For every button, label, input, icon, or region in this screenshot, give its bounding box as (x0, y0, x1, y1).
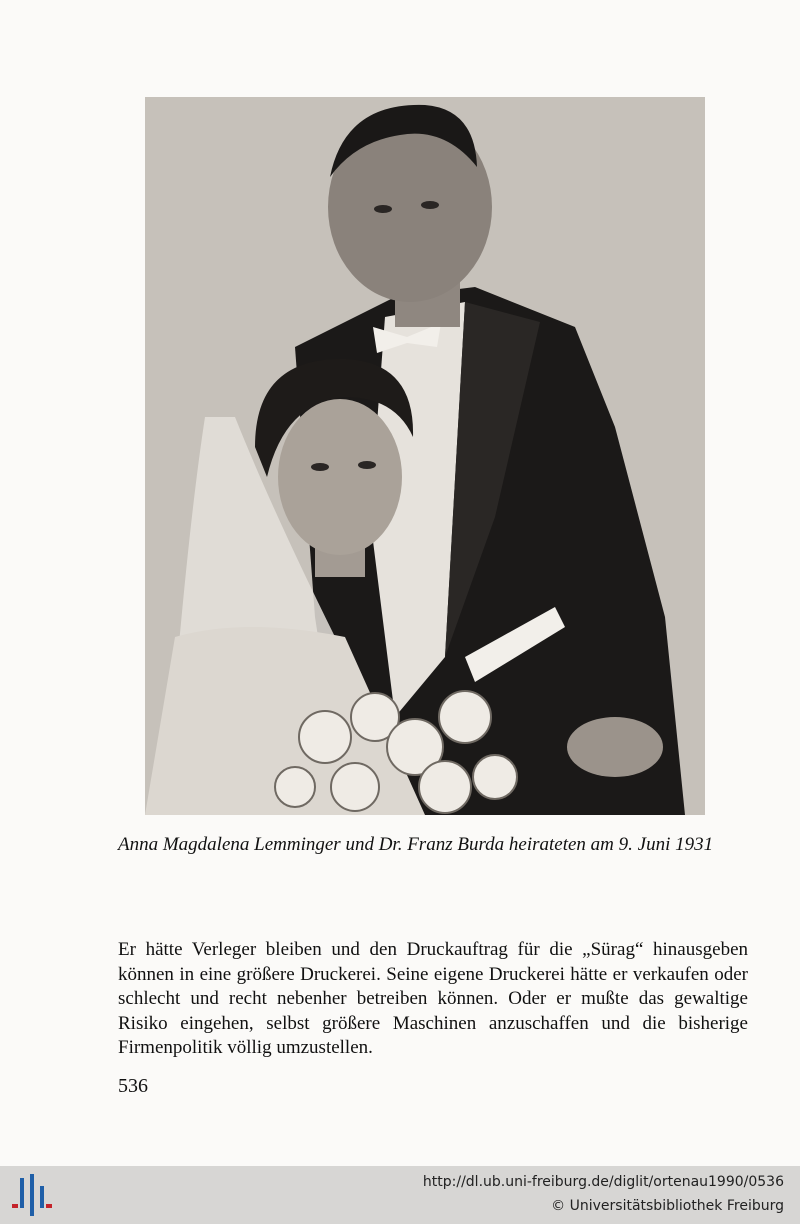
library-logo-icon (12, 1174, 52, 1216)
page-number: 536 (118, 1075, 148, 1097)
footer-url-link[interactable]: http://dl.ub.uni-freiburg.de/diglit/ortenau1990/0536 (422, 1174, 784, 1190)
footer-copyright: © Universitätsbibliothek Freiburg (551, 1198, 784, 1214)
wedding-photograph (145, 97, 705, 815)
body-paragraph: Er hätte Verleger bleiben und den Druckauftrag für die „Sürag“ hinausgeben können in eine größere Druckerei. Seine eigene Druckerei hätte er verkaufen oder schlecht und recht nebenher betreiben können. Oder er mußte das gewaltige Risiko eingehen, selbst größere Maschinen anzuschaffen und die bisherige Firmenpolitik völlig umzustellen. (118, 939, 748, 1058)
footer-bar (0, 1166, 800, 1224)
photo-caption: Anna Magdalena Lemminger und Dr. Franz Burda heirateten am 9. Juni 1931 (118, 834, 714, 855)
wedding-photograph-drawing (145, 97, 705, 815)
